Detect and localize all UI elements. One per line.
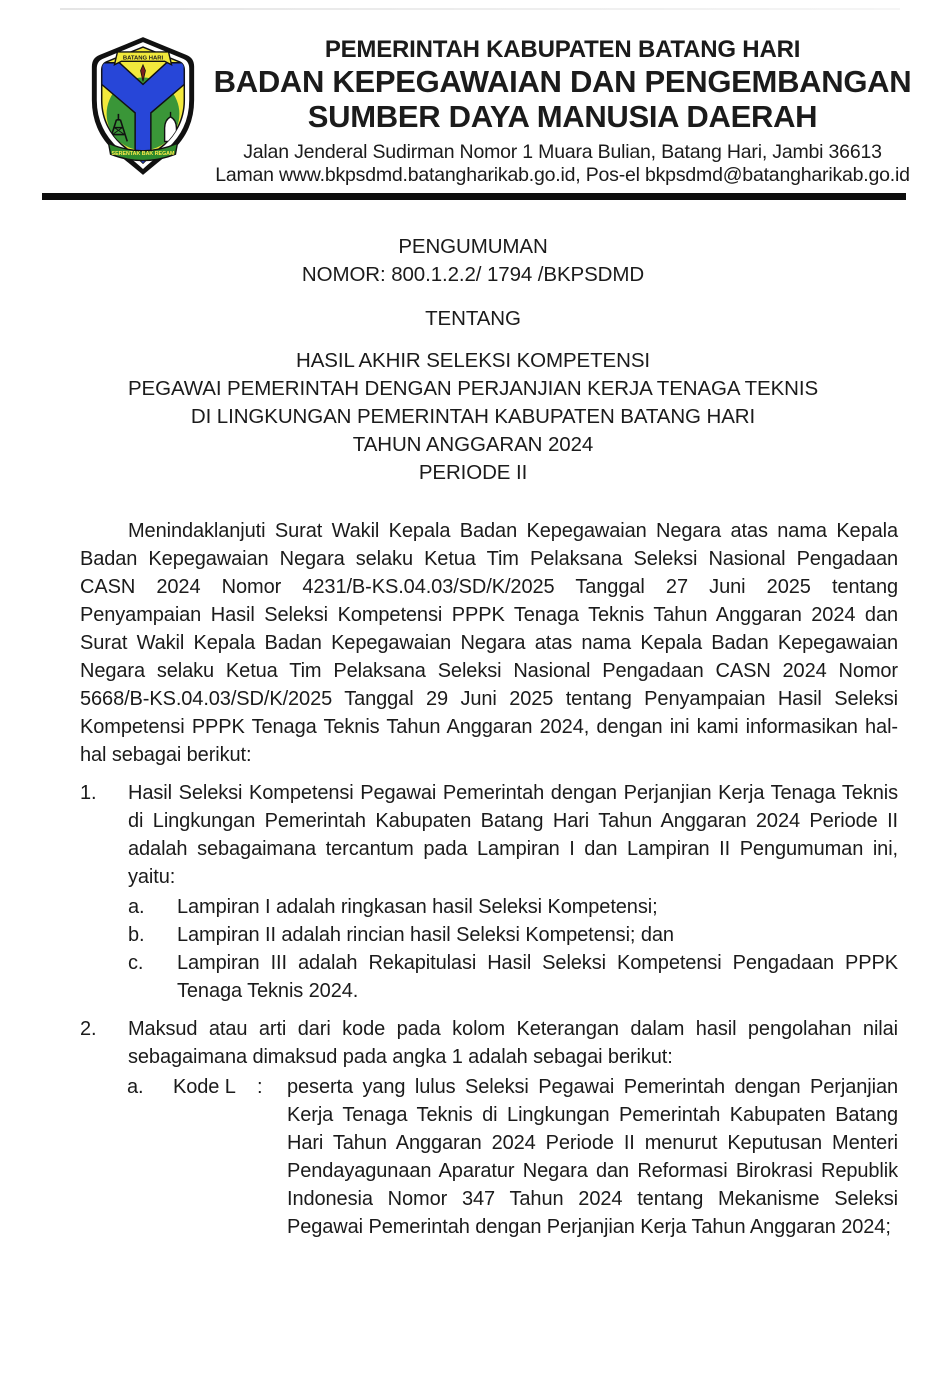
list-item-2 (80, 1015, 898, 1071)
code-separator: : (257, 1076, 263, 1098)
title-block (0, 233, 946, 487)
sub-list (128, 893, 898, 1005)
subject-line: HASIL AKHIR SELEKSI KOMPETENSI (296, 349, 650, 372)
address-line: Jalan Jenderal Sudirman Nomor 1 Muara Bulian, Batang Hari, Jambi 36613 (243, 141, 882, 163)
code-description: peserta yang lulus Seleksi Pegawai Pemerintah dengan Perjanjian Kerja Tenaga Teknis di Lingkungan Pemerintah Kabupaten Batang Hari Tahun Anggaran 2024 Periode II menurut Keputusan Menteri Pendayagunaan Aparatur Negara dan Reformasi Birokrasi Republik Indonesia Nomor 347 Tahun 2024 tentang Mekanisme Seleksi Pegawai Pemerintah dengan Perjanjian Kerja Tahun Anggaran 2024; (287, 1076, 898, 1238)
sub-item-letter: b. (128, 924, 145, 946)
sub-item-text: Lampiran I adalah ringkasan hasil Seleksi Kompetensi; (177, 896, 658, 918)
sub-item-letter: c. (128, 952, 144, 974)
code-definition-row (127, 1073, 898, 1241)
sub-item-text: Lampiran III adalah Rekapitulasi Hasil Seleksi Kompetensi Pengadaan PPPK Tenaga Teknis 2024. (177, 952, 898, 1002)
sub-item-letter: a. (128, 896, 145, 918)
sub-item-text: Lampiran II adalah rincian hasil Seleksi Kompetensi; dan (177, 924, 674, 946)
sub-item-b (128, 921, 898, 949)
government-name: PEMERINTAH KABUPATEN BATANG HARI (324, 36, 801, 63)
list-item-number: 2. (80, 1018, 97, 1040)
code-item-letter: a. (127, 1076, 144, 1098)
list-item-number: 1. (80, 782, 97, 804)
svg-text:BATANG HARI: BATANG HARI (122, 55, 164, 62)
batang-hari-coat-of-arms-logo (84, 34, 202, 180)
document-body (0, 517, 946, 1241)
list-item-text: Hasil Seleksi Kompetensi Pegawai Pemerintah dengan Perjanjian Kerja Tenaga Teknis di Lingkungan Pemerintah Kabupaten Batang Hari Tahun Anggaran 2024 Periode II adalah sebagaimana tercantum pada Lampiran I dan Lampiran II Pengumuman ini, yaitu: (128, 782, 898, 888)
subject-line: TAHUN ANGGARAN 2024 (352, 433, 594, 456)
list-item-1 (80, 779, 898, 891)
letterhead-text (205, 36, 920, 187)
subject-line: PEGAWAI PEMERINTAH DENGAN PERJANJIAN KERJA TENAGA TEKNIS (127, 377, 819, 400)
sub-item-a (128, 893, 898, 921)
letterhead (0, 0, 946, 187)
about-label: TENTANG (425, 307, 521, 330)
agency-name-line2: SUMBER DAYA MANUSIA DAERAH (307, 99, 818, 134)
sub-item-c (128, 949, 898, 1005)
list-item-text: Maksud atau arti dari kode pada kolom Keterangan dalam hasil pengolahan nilai sebagaimana dimaksud pada angka 1 adalah sebagai berikut: (128, 1018, 898, 1068)
contact-line: Laman www.bkpsdmd.batangharikab.go.id, Pos-el bkpsdmd@batangharikab.go.id (215, 164, 910, 186)
doc-number: NOMOR: 800.1.2.2/ 1794 /BKPSDMD (301, 263, 645, 286)
subject-line: PERIODE II (418, 461, 528, 484)
code-name: Kode L (173, 1076, 236, 1098)
letterhead-divider (42, 193, 906, 200)
agency-name-line1: BADAN KEPEGAWAIAN DAN PENGEMBANGAN (213, 64, 912, 99)
subject-line: DI LINGKUNGAN PEMERINTAH KABUPATEN BATANG HARI (190, 405, 756, 428)
opening-paragraph: Menindaklanjuti Surat Wakil Kepala Badan Kepegawaian Negara atas nama Kepala Badan Kepegawaian Negara selaku Ketua Tim Pelaksana Seleksi Nasional Pengadaan CASN 2024 Nomor 4231/B-KS.04.03/SD/K/2025 Tanggal 27 Juni 2025 tentang Penyampaian Hasil Seleksi Kompetensi PPPK Tenaga Teknis Tahun Anggaran 2024 dan Surat Wakil Kepala Badan Kepegawaian Negara atas nama Kepala Badan Kepegawaian Negara selaku Ketua Tim Pelaksana Seleksi Nasional Pengadaan CASN 2024 Nomor 5668/B-KS.04.03/SD/K/2025 Tanggal 29 Juni 2025 tentang Penyampaian Hasil Seleksi Kompetensi PPPK Tenaga Teknis Tahun Anggaran 2024, dengan ini kami informasikan hal-hal sebagai berikut: (80, 520, 898, 766)
doc-type: PENGUMUMAN (398, 235, 548, 258)
svg-text:SERENTAK BAK REGAM: SERENTAK BAK REGAM (111, 151, 175, 158)
